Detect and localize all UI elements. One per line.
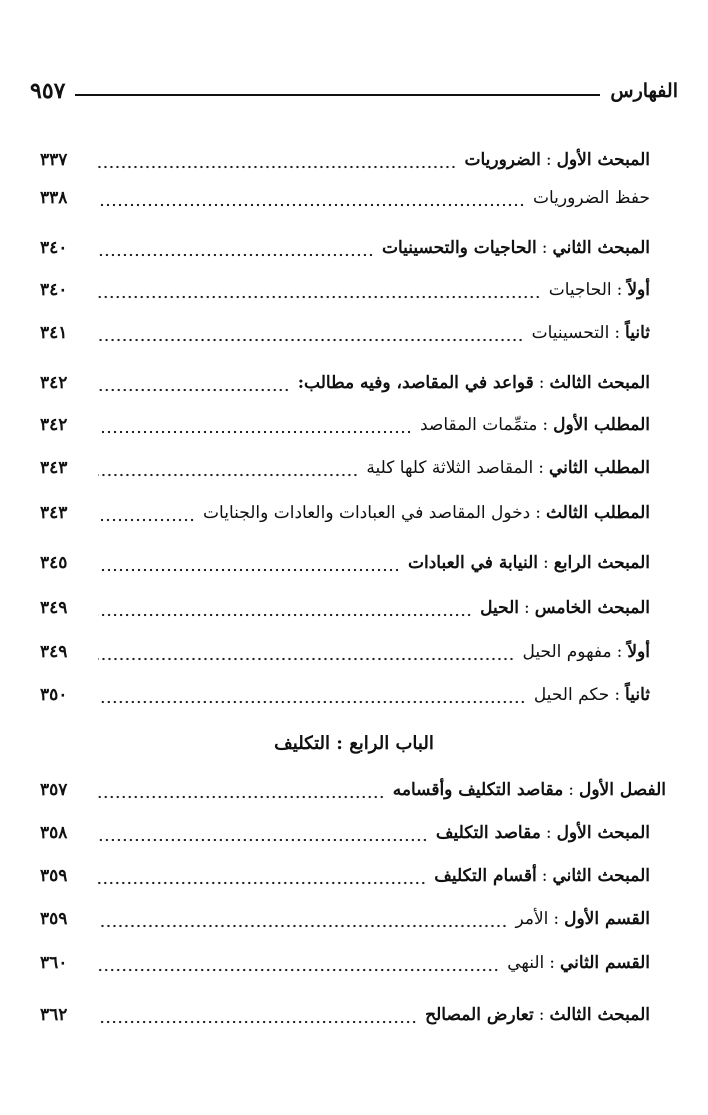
toc-entry-page-number: ٣٦٢: [40, 1005, 68, 1025]
toc-entry-separator: :: [545, 823, 552, 843]
toc-entry-page-number: ٣٤٠: [40, 280, 68, 300]
toc-entry-separator: :: [535, 503, 541, 523]
dot-leader: [98, 294, 541, 300]
toc-entry: [40, 318, 650, 348]
toc-entry-page-number: ٣٣٧: [40, 150, 68, 170]
toc-entry: [40, 275, 650, 305]
toc-entry-title: الضروريات: [464, 150, 541, 170]
toc-entry-label: [534, 685, 650, 705]
toc-entry: [40, 680, 650, 710]
toc-entry-page-number: ٣٤٢: [40, 373, 68, 393]
dot-leader: [98, 612, 472, 618]
toc-entry-title: تعارض المصالح: [425, 1005, 534, 1025]
section-heading: الباب الرابع : التكليف: [274, 733, 434, 754]
toc-entry-label: [549, 280, 650, 300]
toc-entry-page-number: ٣٥٨: [40, 823, 68, 843]
toc-entry-separator: :: [568, 780, 574, 800]
toc-entry-page-number: ٣٣٨: [40, 188, 68, 208]
toc-entry-lead: أولاً: [627, 642, 650, 662]
toc-entry-label: [203, 503, 650, 523]
toc-entry-title: مقاصد التكليف: [435, 823, 541, 843]
toc-entry: [40, 861, 650, 891]
toc-entry-page-number: ٣٥٧: [40, 780, 68, 800]
toc-entry-label: [420, 415, 650, 435]
toc-entry-title: حفظ الضروريات: [532, 188, 650, 208]
toc-entry-separator: :: [614, 685, 621, 705]
toc-entry-lead: المطلب الثاني: [548, 458, 650, 478]
dot-leader: [98, 202, 525, 208]
toc-entry-separator: :: [541, 238, 548, 258]
toc-entry-page-number: ٣٤٣: [40, 503, 68, 523]
toc-entry-label: [382, 238, 650, 258]
toc-entry-title: النهي: [507, 953, 545, 973]
toc-entry-title: الحاجيات والتحسينيات: [381, 238, 537, 258]
toc-entry-title: المقاصد الثلاثة كلها كلية: [366, 458, 534, 478]
toc-entry-page-number: ٣٦٠: [40, 953, 68, 973]
toc-entry-page-number: ٣٥٩: [40, 866, 68, 886]
toc-entry-label: [436, 823, 650, 843]
header-page-number: ٩٥٧: [30, 78, 66, 104]
dot-leader: [98, 880, 426, 886]
toc-entry-separator: :: [523, 598, 530, 618]
toc-entry: [40, 1000, 650, 1030]
toc-entry-label: [425, 1005, 650, 1025]
toc-entry: [40, 145, 650, 175]
dot-leader: [98, 517, 195, 523]
toc-entry-page-number: ٣٥٩: [40, 909, 68, 929]
toc-entry-separator: :: [542, 415, 549, 435]
toc-entry-title: التحسينيات: [531, 323, 610, 343]
toc-entry: [40, 498, 650, 528]
toc-entry-label: [393, 780, 666, 800]
toc-entry: [40, 818, 650, 848]
dot-leader: [98, 387, 290, 393]
toc-entry-separator: :: [614, 323, 621, 343]
dot-leader: [98, 567, 400, 573]
toc-entry-page-number: ٣٤٣: [40, 458, 68, 478]
running-header: [30, 74, 678, 108]
toc-entry-lead: المطلب الثالث: [545, 503, 650, 523]
toc-entry-label: [366, 458, 650, 478]
toc-entry-label: [434, 866, 650, 886]
toc-entry: [40, 904, 650, 934]
toc-entry-lead: القسم الثاني: [559, 953, 650, 973]
toc-entry-separator: :: [549, 953, 555, 973]
toc-entry-page-number: ٣٤٩: [40, 642, 68, 662]
toc-entry-separator: :: [538, 458, 544, 478]
toc-entry-label: [507, 953, 650, 973]
toc-entry-separator: :: [545, 150, 552, 170]
dot-leader: [98, 837, 428, 843]
toc-entry-lead: المبحث الأول: [556, 823, 650, 843]
dot-leader: [98, 164, 456, 170]
toc-entry-lead: القسم الأول: [564, 909, 650, 929]
toc-entry-label: [464, 150, 650, 170]
toc-entry-separator: :: [616, 280, 623, 300]
toc-entry: [40, 233, 650, 263]
toc-entry-title: دخول المقاصد في العبادات والعادات والجنايات: [203, 503, 531, 523]
toc-entry-title: حكم الحيل: [533, 685, 610, 705]
toc-entry-page-number: ٣٤٢: [40, 415, 68, 435]
toc-entry-title: مفهوم الحيل: [522, 642, 612, 662]
dot-leader: [98, 337, 524, 343]
toc-entry-lead: المبحث الثاني: [552, 238, 650, 258]
toc-entry-lead: ثانياً: [625, 685, 650, 705]
toc-entry-label: [480, 598, 650, 618]
dot-leader: [98, 794, 385, 800]
toc-entry-separator: :: [543, 553, 549, 573]
toc-entry-separator: :: [616, 642, 623, 662]
dot-leader: [98, 699, 526, 705]
toc-entry-title: النيابة في العبادات: [407, 553, 539, 573]
dot-leader: [98, 472, 358, 478]
dot-leader: [98, 429, 412, 435]
toc-entry: [40, 183, 650, 213]
toc-entry-page-number: ٣٤١: [40, 323, 68, 343]
toc-entry-separator: :: [538, 373, 545, 393]
toc-entry: [40, 548, 650, 578]
toc-entry-page-number: ٣٥٠: [40, 685, 68, 705]
toc-entry-lead: المبحث الرابع: [553, 553, 650, 573]
toc-entry-label: [408, 553, 650, 573]
toc-entry-lead: أولاً: [627, 280, 650, 300]
dot-leader: [98, 923, 507, 929]
toc-entry-page-number: ٣٤٥: [40, 553, 68, 573]
toc-entry-lead: المبحث الثالث: [549, 1005, 650, 1025]
toc-entry-label: [532, 323, 650, 343]
toc-entry-separator: :: [553, 909, 560, 929]
toc-entry: [40, 593, 650, 623]
toc-entry-lead: المبحث الأول: [556, 150, 650, 170]
toc-entry-label: [522, 642, 650, 662]
toc-entry-title: الحيل: [480, 598, 519, 618]
dot-leader: [98, 656, 514, 662]
toc-entry-separator: :: [538, 1005, 545, 1025]
dot-leader: [98, 252, 374, 258]
toc-entry-title: الأمر: [515, 909, 549, 929]
dot-leader: [98, 1019, 417, 1025]
toc-entry-separator: :: [541, 866, 548, 886]
toc-entry-lead: الفصل الأول: [578, 780, 666, 800]
dot-leader: [98, 967, 499, 973]
toc-entry-label: [515, 909, 650, 929]
toc-entry-label: [533, 188, 650, 208]
toc-entry-lead: المبحث الثاني: [552, 866, 650, 886]
toc-entry: [40, 368, 650, 398]
toc-entry-title: الحاجيات: [548, 280, 612, 300]
toc-entry-page-number: ٣٤٠: [40, 238, 68, 258]
toc-entry: [40, 453, 650, 483]
toc-entry-label: [298, 373, 650, 393]
toc-entry-title: متمِّمات المقاصد: [420, 415, 538, 435]
toc-entry-lead: المطلب الأول: [553, 415, 650, 435]
toc-entry-title: مقاصد التكليف وأقسامه: [392, 780, 564, 800]
toc-entry-lead: المبحث الخامس: [534, 598, 650, 618]
header-rule: [75, 94, 600, 96]
toc-entry: [40, 637, 650, 667]
toc-entry: [40, 775, 666, 805]
toc-entry: [40, 948, 650, 978]
toc-entry-lead: المبحث الثالث: [549, 373, 650, 393]
toc-entry-lead: ثانياً: [625, 323, 650, 343]
toc-entry-title: أقسام التكليف: [434, 866, 537, 886]
header-title: الفهارس: [610, 80, 678, 102]
toc-entry-page-number: ٣٤٩: [40, 598, 68, 618]
toc-entry-title: قواعد في المقاصد، وفيه مطالب:: [297, 373, 534, 393]
toc-entry: [40, 410, 650, 440]
